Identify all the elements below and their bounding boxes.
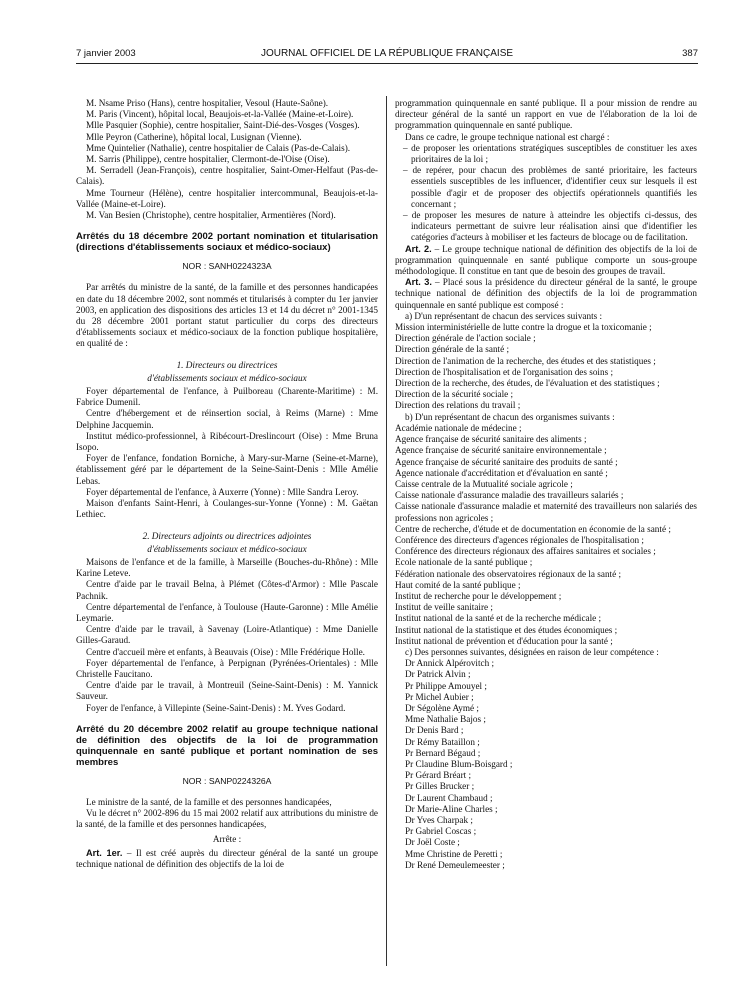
organism-item: Caisse nationale d'assurance maladie des travailleurs salariés ; <box>395 490 624 501</box>
organism-item: Agence nationale d'accréditation et d'évaluation en santé ; <box>395 467 608 478</box>
person-item: Pr Gabriel Coscas ; <box>405 826 477 837</box>
person-item: Dr Rémy Bataillon ; <box>405 736 480 747</box>
appointment-entry: Centre départemental de l'enfance, à Toulouse (Haute-Garonne) : Mlle Amélie Leymarie. <box>76 601 378 623</box>
service-item: Direction de l'hospitalisation et de l'organisation des soins ; <box>395 366 613 377</box>
arrete-word: Arrête : <box>212 833 242 844</box>
organism-item: Conférence des directeurs d'agences régionales de l'hospitalisation ; <box>395 534 644 545</box>
appointment-entry: Maisons de l'enfance et de la famille, à Marseille (Bouches-du-Rhône) : Mlle Karine Leteve. <box>76 556 378 579</box>
person-item: Dr René Demeulemeester ; <box>405 859 505 870</box>
appointment-entry: Institut médico-professionnel, à Ribécourt-Dreslincourt (Oise) : Mme Bruna Isopo. <box>76 430 378 453</box>
person-item: Dr Yves Charpak ; <box>405 815 473 825</box>
section1-title: 1. Directeurs ou directrices <box>176 359 278 370</box>
organism-item: Conférence des directeurs régionaux des affaires sanitaires et sociales ; <box>395 546 656 557</box>
person-item: Pr Gérard Bréart ; <box>405 770 472 781</box>
mission-item: – de repérer, pour chacun des problèmes de santé prioritaire, les facteurs essentiels susceptibles de les influencer, d'identifier ceux sur lesquels il est possible d'agir et de proposer des objectifs opérationnels quantifiés les concernant ; <box>403 165 697 209</box>
article-2-label: Art. 2. <box>405 243 432 254</box>
organism-item: Caisse nationale d'assurance maladie et maternité des travailleurs non salariés des professions non agricoles ; <box>395 501 697 523</box>
person-item: Pr Bernard Bégaud ; <box>405 747 481 758</box>
appointment-entry: Centre d'aide par le travail Belna, à Plémet (Côtes-d'Armor) : Mlle Pascale Pachnik. <box>76 579 378 601</box>
organisms-list <box>395 423 697 647</box>
nominee-entry: Mlle Pasquier (Sophie), centre hospitalier, Saint-Dié-des-Vosges (Vosges). <box>86 120 360 131</box>
nominee-entry: Mme Tourneur (Hélène), centre hospitalier intercommunal, Beaujois-et-la-Vallée (Maine-et-Loire). <box>76 187 378 209</box>
organism-item: Caisse centrale de la Mutualité sociale agricole ; <box>395 478 573 489</box>
appointment-entry: Centre d'aide par le travail, à Savenay (Loire-Atlantique) : Mme Danielle Gilles-Garaud. <box>76 624 378 646</box>
nominee-entry: M. Van Besien (Christophe), centre hospitalier, Armentières (Nord). <box>86 210 336 221</box>
arrete2-title: Arrêté du 20 décembre 2002 relatif au groupe technique national de définition des objectifs de la loi de programmation quinquennale en santé publique et portant nomination de ses membres <box>76 723 378 768</box>
left-column <box>76 98 378 870</box>
nominee-list <box>76 98 378 221</box>
mission-item: – de proposer les orientations stratégiques susceptibles de constituer les axes prioritaires de la loi ; <box>403 142 697 165</box>
article-3 <box>395 277 697 311</box>
article-2-text: – Le groupe technique national de définition des objectifs de la loi de programmation quinquennale en santé publique comporte un sous-groupe méthodologique. Il constitue en tant que de besoin des groupes de travail. <box>395 243 697 277</box>
appointment-entry: Maison d'enfants Saint-Henri, à Coulanges-sur-Yonne (Yonne) : M. Gaëtan Lethiec. <box>76 498 378 520</box>
person-item: Dr Patrick Alvin ; <box>405 669 471 680</box>
person-item: Dr Joël Coste ; <box>405 837 460 848</box>
organism-item: Agence française de sécurité sanitaire environnementale ; <box>395 445 607 456</box>
organism-item: Fédération nationale des observatoires régionaux de la santé ; <box>395 568 622 579</box>
appointment-entry: Centre d'aide par le travail, à Montreuil (Seine-Saint-Denis) : M. Yannick Sauveur. <box>76 680 378 702</box>
person-item: Pr Claudine Blum-Boisgard ; <box>405 758 513 769</box>
arrete1-intro: Par arrêtés du ministre de la santé, de la famille et des personnes handicapées en date du 18 décembre 2002, sont nommés et titularisés à compter du 1er janvier 2003, en application des dispositions des articles 13 et 14 du décret n° 2001-1345 du 28 décembre 2001 portant statut particulier du corps des directeurs d'établissements sociaux et médico-sociaux de la fonction publique hospitalière, en qualité de : <box>76 282 378 349</box>
mission-item: – de proposer les mesures de nature à atteindre les objectifs ci-dessus, des indicateurs permettant de suivre leur réalisation ainsi que d'identifier les catégories d'acteurs à mobiliser et les facteurs de blocage ou de facilitation. <box>403 210 697 243</box>
section2-title: 2. Directeurs adjoints ou directrices adjointes <box>142 530 312 541</box>
article-2 <box>395 244 697 278</box>
organism-item: Institut de recherche pour le développement ; <box>395 590 562 601</box>
page-number: 387 <box>682 48 698 59</box>
appointment-entry: Foyer départemental de l'enfance, à Perpignan (Pyrénées-Orientales) : Mlle Christelle Faucitano. <box>76 657 378 679</box>
article-1 <box>76 848 378 870</box>
section1-subtitle: d'établissements sociaux et médico-sociaux <box>147 372 307 383</box>
person-item: Pr Gilles Brucker ; <box>405 781 475 792</box>
services-intro: a) D'un représentant de chacun des services suivants : <box>405 310 603 321</box>
appointment-entry: Foyer départemental de l'enfance, à Auxerre (Yonne) : Mlle Sandra Leroy. <box>86 486 359 497</box>
right-column <box>395 98 697 871</box>
page-header <box>76 48 698 62</box>
person-item: Mme Christine de Peretti ; <box>405 848 503 859</box>
arrete2-nor: NOR : SANP0224326A <box>182 775 272 786</box>
appointment-entry: Foyer de l'enfance, fondation Borniche, à Mary-sur-Marne (Seine-et-Marne), établissement géré par le département de la Seine-Saint-Denis : Mlle Amélie Lebas. <box>76 453 378 486</box>
journal-title: JOURNAL OFFICIEL DE LA RÉPUBLIQUE FRANÇAISE <box>260 48 514 59</box>
organism-item: Haut comité de la santé publique ; <box>395 579 521 590</box>
article-1-label: Art. 1er. <box>86 847 123 858</box>
service-item: Direction de la recherche, des études, de l'évaluation et des statistiques ; <box>395 378 660 389</box>
person-item: Dr Ségolène Aymé ; <box>405 702 479 713</box>
appointment-entry: Foyer départemental de l'enfance, à Puilboreau (Charente-Maritime) : M. Fabrice Dumenil. <box>76 386 378 408</box>
person-item: Pr Philippe Amouyel ; <box>405 680 487 691</box>
organism-item: Institut de veille sanitaire ; <box>395 602 493 613</box>
service-item: Mission interministérielle de lutte contre la drogue et la toxicomanie ; <box>395 322 652 333</box>
service-item: Direction de la sécurité sociale ; <box>395 389 514 400</box>
person-item: Mme Nathalie Bajos ; <box>405 714 486 725</box>
service-item: Direction générale de l'action sociale ; <box>395 333 536 344</box>
persons-list <box>395 658 697 871</box>
organism-item: Centre de recherche, d'étude et de documentation en économie de la santé ; <box>395 523 671 534</box>
nominee-entry: M. Serradell (Jean-François), centre hospitalier, Saint-Omer-Helfaut (Pas-de-Calais). <box>76 165 378 187</box>
appointment-entry: Centre d'accueil mère et enfants, à Beauvais (Oise) : Mlle Frédérique Holle. <box>86 646 365 657</box>
arrete1-title: Arrêtés du 18 décembre 2002 portant nomination et titularisation (directions d'établissements sociaux et médico-sociaux) <box>76 231 378 254</box>
person-item: Dr Denis Bard ; <box>405 725 464 736</box>
article-1-text: – Il est créé auprès du directeur général de la santé un groupe technique national de définition des objectifs de la loi de <box>76 847 379 869</box>
services-list <box>395 322 697 412</box>
organism-item: Académie nationale de médecine ; <box>395 422 522 433</box>
section2-list <box>76 557 378 714</box>
service-item: Direction de l'animation de la recherche, des études et des statistiques ; <box>395 355 656 366</box>
appointment-entry: Centre d'hébergement et de réinsertion social, à Reims (Marne) : Mme Delphine Jacquemin. <box>76 408 378 430</box>
person-item: Dr Annick Alpérovitch ; <box>405 658 495 669</box>
organism-item: Agence française de sécurité sanitaire des produits de santé ; <box>395 456 618 467</box>
mission-intro: Dans ce cadre, le groupe technique national est chargé : <box>405 131 610 142</box>
organisms-intro: b) D'un représentant de chacun des organismes suivants : <box>405 411 615 422</box>
service-item: Direction générale de la santé ; <box>395 344 510 355</box>
person-item: Dr Laurent Chambaud ; <box>405 792 493 803</box>
person-item: Pr Michel Aubier ; <box>405 691 474 702</box>
arrete1-nor: NOR : SANH0224323A <box>182 261 272 272</box>
continued-paragraph: programmation quinquennale en santé publique. Il a pour mission de rendre au directeur général de la santé un rapport en vue de l'élaboration de la loi de programmation quinquennale en santé publique. <box>395 98 697 131</box>
column-divider <box>386 96 387 966</box>
persons-intro: c) Des personnes suivantes, désignées en raison de leur compétence : <box>405 646 659 657</box>
header-rule <box>76 63 698 64</box>
header-date: 7 janvier 2003 <box>76 48 136 59</box>
nominee-entry: M. Paris (Vincent), hôpital local, Beaujois-et-la-Vallée (Maine-et-Loire). <box>86 109 354 120</box>
section1-list <box>76 386 378 520</box>
nominee-entry: M. Nsame Priso (Hans), centre hospitalier, Vesoul (Haute-Saône). <box>86 98 329 108</box>
arrete2-preamble: Le ministre de la santé, de la famille et des personnes handicapées, <box>86 796 332 807</box>
section2-subtitle: d'établissements sociaux et médico-sociaux <box>147 543 307 554</box>
arrete2-vu: Vu le décret n° 2002-896 du 15 mai 2002 relatif aux attributions du ministre de la santé, de la famille et des personnes handicapées, <box>76 808 378 830</box>
person-item: Dr Marie-Aline Charles ; <box>405 803 498 814</box>
organism-item: Institut national de la santé et de la recherche médicale ; <box>395 613 602 624</box>
organism-item: Institut national de prévention et d'éducation pour la santé ; <box>395 635 613 646</box>
organism-item: Ecole nationale de la santé publique ; <box>395 557 533 568</box>
nominee-entry: Mlle Peyron (Catherine), hôpital local, Lusignan (Vienne). <box>86 131 302 142</box>
organism-item: Institut national de la statistique et des études économiques ; <box>395 624 618 635</box>
article-3-text: – Placé sous la présidence du directeur général de la santé, le groupe technique national de définition des objectifs de la loi de programmation quinquennale en santé publique est composé : <box>395 277 697 310</box>
service-item: Direction des relations du travail ; <box>395 400 521 411</box>
nominee-entry: M. Sarris (Philippe), centre hospitalier, Clermont-de-l'Oise (Oise). <box>86 154 330 165</box>
organism-item: Agence française de sécurité sanitaire des aliments ; <box>395 434 587 445</box>
appointment-entry: Foyer de l'enfance, à Villepinte (Seine-Saint-Denis) : M. Yves Godard. <box>86 702 346 713</box>
article-3-label: Art. 3. <box>405 277 432 288</box>
mission-list <box>395 143 697 244</box>
nominee-entry: Mme Quintelier (Nathalie), centre hospitalier de Calais (Pas-de-Calais). <box>86 142 351 153</box>
